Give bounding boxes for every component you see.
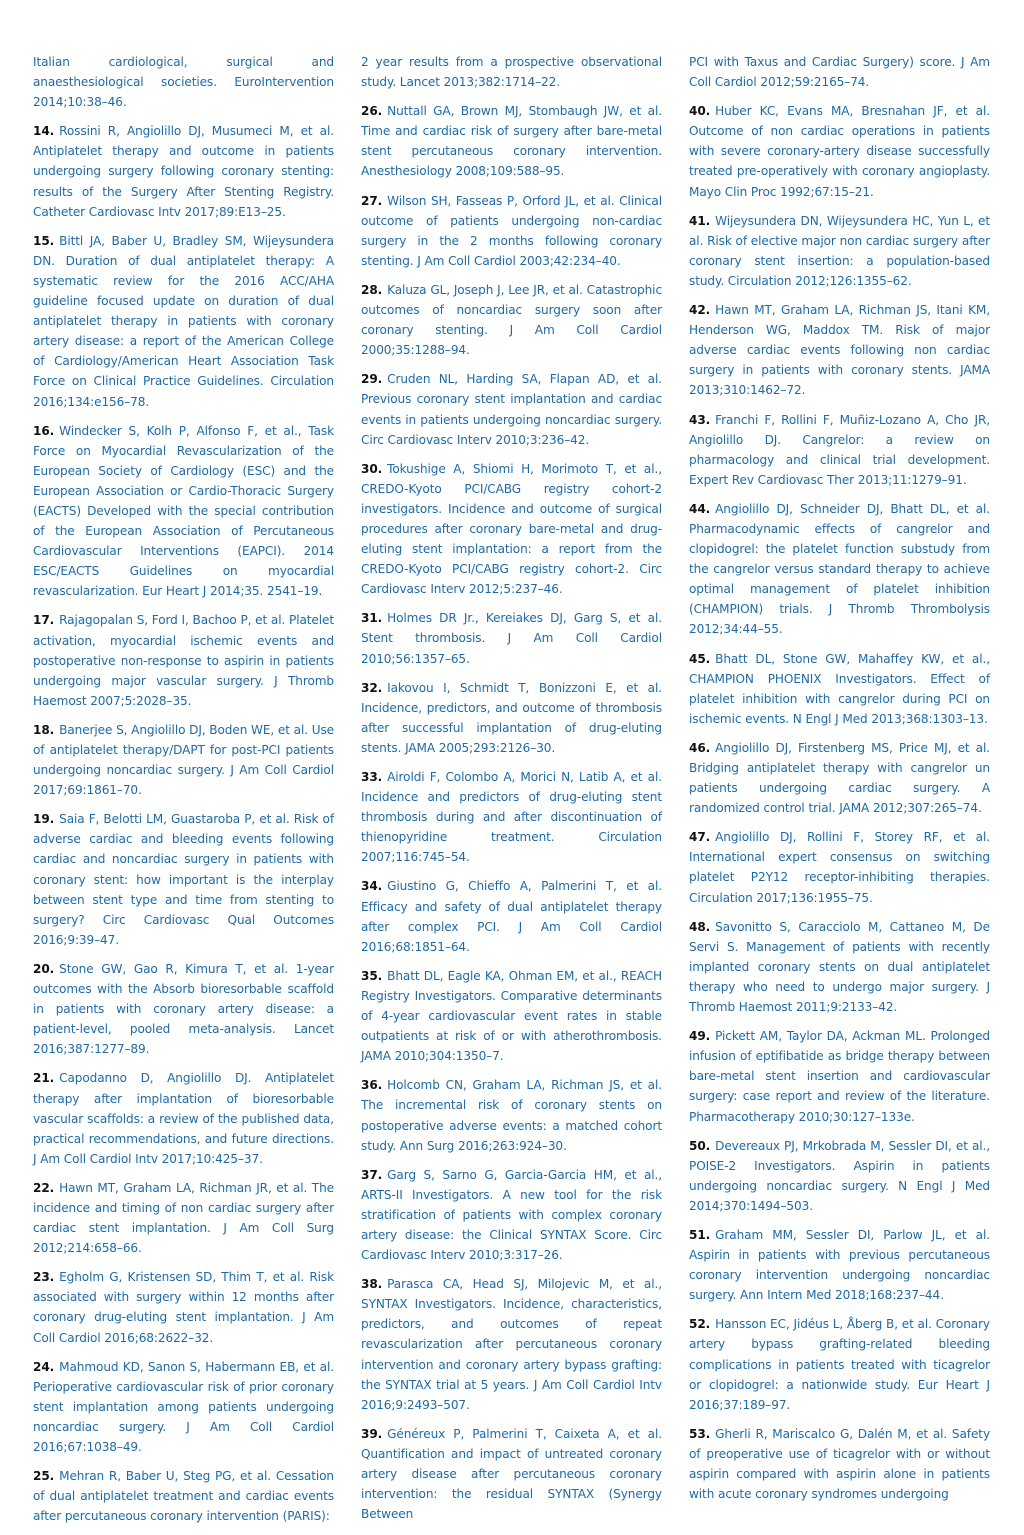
reference-text[interactable]: Airoldi F, Colombo A, Morici N, Latib A, et al. Incidence and predictors of drug-eluting stent thrombosis during and after discontinuation of thienopyridine treatment. Circulation 2007;116:745–54. (361, 770, 662, 865)
reference-entry[interactable] (33, 421, 334, 602)
reference-text[interactable]: Rossini R, Angiolillo DJ, Musumeci M, et al. Antiplatelet therapy and outcome in patients undergoing surgery following coronary stenting: results of the Surgery After Stenting Registry. Catheter Cardiovasc Intv 2017;89:E13–25. (33, 124, 334, 219)
reference-number: 50. (689, 1138, 711, 1153)
reference-text[interactable]: Tokushige A, Shiomi H, Morimoto T, et al., CREDO-Kyoto PCI/CABG registry cohort-2 investigators. Incidence and outcome of surgical procedures after coronary bare-metal and drug-eluting stent implantation: a report from the CREDO-Kyoto PCI/CABG registry cohort-2. Circ Cardiovasc Interv 2012;5:237–46. (361, 461, 662, 597)
reference-text[interactable]: Hansson EC, Jidéus L, Åberg B, et al. Coronary artery bypass grafting-related bleeding complications in patients treated with ticagrelor or clopidogrel: a nationwide study. Eur Heart J 2016;37:189–97. (689, 1317, 990, 1412)
reference-number: 25. (33, 1469, 55, 1484)
reference-entry[interactable] (33, 1178, 334, 1258)
reference-number: 44. (689, 501, 711, 516)
reference-text[interactable]: Mehran R, Baber U, Steg PG, et al. Cessation of dual antiplatelet treatment and cardiac events after percutaneous coronary intervention (PARIS): (33, 1469, 334, 1524)
reference-text[interactable]: Généreux P, Palmerini T, Caixeta A, et al. Quantification and impact of untreated coronary artery disease after percutaneous coronary intervention: the residual SYNTAX (Synergy Between (361, 1426, 662, 1522)
reference-number: 31. (361, 611, 383, 626)
reference-entry[interactable] (361, 1075, 662, 1155)
reference-number: 26. (361, 104, 383, 119)
reference-number: 53. (689, 1426, 711, 1441)
reference-text[interactable]: Angiolillo DJ, Schneider DJ, Bhatt DL, et al. Pharmacodynamic effects of cangrelor and clopidogrel: the platelet function substudy from the cangrelor versus standard therapy to achieve optimal management of platelet inhibition (CHAMPION) trials. J Thromb Thrombolysis 2012;34:44–55. (689, 501, 990, 637)
reference-entry[interactable] (689, 101, 990, 201)
reference-entry[interactable] (361, 280, 662, 360)
reference-number: 28. (361, 282, 383, 297)
reference-column-2 (361, 52, 662, 1535)
reference-text[interactable]: Graham MM, Sessler DI, Parlow JL, et al. Aspirin in patients with previous percutaneous coronary intervention undergoing noncardiac surgery. Ann Intern Med 2018;168:237–44. (689, 1227, 990, 1303)
reference-text[interactable]: Pickett AM, Taylor DA, Ackman ML. Prolonged infusion of eptifibatide as bridge therapy between bare-metal stent insertion and cardiovascular surgery: case report and review of the literature. Pharmacotherapy 2010;30:127–133e. (689, 1029, 990, 1124)
reference-number: 15. (33, 233, 55, 248)
reference-entry[interactable] (33, 231, 334, 412)
reference-text[interactable]: Bittl JA, Baber U, Bradley SM, Wijeysundera DN. Duration of dual antiplatelet therapy: A systematic review for the 2016 ACC/AHA guideline focused update on duration of dual antiplatelet therapy in patients with coronary artery disease: a report of the American College of Cardiology/American Heart Association Task Force on Clinical Practice Guidelines. Circulation 2016;134:e156–78. (33, 233, 334, 409)
reference-text[interactable]: Holcomb CN, Graham LA, Richman JS, et al. The incremental risk of coronary stents on postoperative adverse events: a matched cohort study. Ann Surg 2016;263:924–30. (361, 1078, 662, 1153)
reference-number: 34. (361, 879, 383, 894)
reference-number: 22. (33, 1180, 55, 1195)
reference-text[interactable]: Saia F, Belotti LM, Guastaroba P, et al. Risk of adverse cardiac and bleeding events following cardiac and noncardiac surgery in patients with coronary stent: how important is the interplay between stent type and time from stenting to surgery? Circ Cardiovasc Qual Outcomes 2016;9:39–47. (33, 812, 334, 947)
reference-number: 43. (689, 412, 711, 427)
reference-entry[interactable] (361, 1274, 662, 1415)
reference-text[interactable]: Italian cardiological, surgical and anaesthesiological societies. EuroIntervention 2014;10:38–46. (33, 55, 334, 110)
reference-entry[interactable] (689, 649, 990, 729)
reference-number: 21. (33, 1071, 55, 1086)
reference-number: 49. (689, 1029, 711, 1044)
reference-entry[interactable] (361, 1165, 662, 1265)
reference-entry[interactable] (361, 369, 662, 449)
reference-text[interactable]: Garg S, Sarno G, Garcia-Garcia HM, et al., ARTS-II Investigators. A new tool for the risk stratification of patients with complex coronary artery disease: the Clinical SYNTAX Score. Circ Cardiovasc Interv 2010;3:317–26. (361, 1167, 662, 1263)
reference-number: 39. (361, 1426, 383, 1441)
reference-number: 48. (689, 919, 711, 934)
reference-text[interactable]: Banerjee S, Angiolillo DJ, Boden WE, et al. Use of antiplatelet therapy/DAPT for post-PCI patients undergoing noncardiac surgery. J Am Coll Cardiol 2017;69:1861–70. (33, 722, 334, 798)
reference-text[interactable]: 2 year results from a prospective observational study. Lancet 2013;382:1714–22. (361, 55, 662, 90)
reference-entry[interactable] (689, 300, 990, 400)
reference-text[interactable]: PCI with Taxus and Cardiac Surgery) score. J Am Coll Cardiol 2012;59:2165–74. (689, 55, 990, 90)
reference-text[interactable]: Gherli R, Mariscalco G, Dalén M, et al. Safety of preoperative use of ticagrelor with or without aspirin compared with aspirin alone in patients with acute coronary syndromes undergoing (689, 1426, 990, 1502)
reference-text[interactable]: Huber KC, Evans MA, Bresnahan JF, et al. Outcome of non cardiac operations in patients with severe coronary-artery disease successfully treated pre-operatively with coronary angioplasty. Mayo Clin Proc 1992;67:15–21. (689, 104, 990, 199)
reference-number: 46. (689, 740, 711, 755)
reference-text[interactable]: Wilson SH, Fasseas P, Orford JL, et al. Clinical outcome of patients undergoing non-cardiac surgery in the 2 months following coronary stenting. J Am Coll Cardiol 2003;42:234–40. (361, 193, 662, 268)
reference-entry[interactable] (361, 459, 662, 600)
reference-number: 35. (361, 968, 383, 983)
reference-text[interactable]: Hawn MT, Graham LA, Richman JR, et al. The incidence and timing of non cardiac surgery after cardiac stent implantation. J Am Coll Surg 2012;214:658–66. (33, 1180, 334, 1256)
reference-text[interactable]: Rajagopalan S, Ford I, Bachoo P, et al. Platelet activation, myocardial ischemic events and postoperative non-response to aspirin in patients undergoing major vascular surgery. J Thromb Haemost 2007;5:2028–35. (33, 613, 334, 708)
reference-entry[interactable] (33, 1267, 334, 1347)
reference-number: 41. (689, 213, 711, 228)
reference-number: 32. (361, 680, 383, 695)
reference-entry[interactable] (361, 767, 662, 867)
reference-text[interactable]: Capodanno D, Angiolillo DJ. Antiplatelet therapy after implantation of bioresorbable vascular scaffolds: a review of the published data, practical recommendations, and future directions. J Am Coll Cardiol Intv 2017;10:425–37. (33, 1071, 334, 1166)
reference-entry[interactable] (361, 966, 662, 1066)
reference-text[interactable]: Bhatt DL, Eagle KA, Ohman EM, et al., REACH Registry Investigators. Comparative determinants of 4-year cardiovascular event rates in stable outpatients at risk of or with atherothrombosis. JAMA 2010;304:1350–7. (361, 968, 662, 1064)
reference-entry[interactable] (33, 1466, 334, 1526)
reference-entry[interactable] (33, 121, 334, 221)
reference-number: 33. (361, 770, 383, 784)
reference-text[interactable]: Nuttall GA, Brown MJ, Stombaugh JW, et al. Time and cardiac risk of surgery after bare-metal stent percutaneous coronary intervention. Anesthesiology 2008;109:588–95. (361, 104, 662, 179)
reference-entry[interactable] (33, 720, 334, 800)
reference-number: 42. (689, 303, 711, 318)
reference-number: 14. (33, 124, 55, 139)
reference-entry[interactable] (689, 1424, 990, 1504)
reference-entry[interactable] (689, 917, 990, 1017)
reference-text[interactable]: Egholm G, Kristensen SD, Thim T, et al. Risk associated with surgery within 12 months after coronary drug-eluting stent implantation. J Am Coll Cardiol 2016;68:2622–32. (33, 1270, 334, 1345)
reference-number: 38. (361, 1277, 383, 1292)
reference-entry[interactable] (689, 1225, 990, 1305)
reference-text[interactable]: Angiolillo DJ, Rollini F, Storey RF, et al. International expert consensus on switching platelet P2Y12 receptor-inhibiting therapies. Circulation 2017;136:1955–75. (689, 830, 990, 905)
reference-number: 47. (689, 830, 711, 845)
reference-entry[interactable] (33, 1357, 334, 1457)
reference-entry[interactable] (689, 1026, 990, 1126)
reference-text[interactable]: Cruden NL, Harding SA, Flapan AD, et al. Previous coronary stent implantation and cardiac events in patients undergoing noncardiac surgery. Circ Cardiovasc Interv 2010;3:236–42. (361, 372, 662, 447)
reference-entry[interactable] (361, 52, 662, 92)
reference-number: 52. (689, 1317, 711, 1332)
reference-number: 18. (33, 722, 55, 737)
reference-entry[interactable] (361, 1424, 662, 1524)
reference-entry[interactable] (33, 959, 334, 1059)
reference-number: 27. (361, 193, 383, 208)
reference-text[interactable]: Savonitto S, Caracciolo M, Cattaneo M, De Servi S. Management of patients with recently implanted coronary stents on dual antiplatelet therapy who need to undergo major surgery. J Thromb Haemost 2011;9:2133–42. (689, 919, 990, 1015)
reference-number: 23. (33, 1270, 55, 1285)
reference-number: 19. (33, 812, 55, 827)
reference-column-1 (33, 52, 334, 1535)
reference-text[interactable]: Devereaux PJ, Mrkobrada M, Sessler DI, et al., POISE-2 Investigators. Aspirin in patients undergoing noncardiac surgery. N Engl J Med 2014;370:1494–503. (689, 1138, 990, 1213)
reference-number: 45. (689, 651, 711, 666)
reference-text[interactable]: Bhatt DL, Stone GW, Mahaffey KW, et al., CHAMPION PHOENIX Investigators. Effect of platelet inhibition with cangrelor during PCI on ischemic events. N Engl J Med 2013;368:1303–13. (689, 651, 990, 726)
reference-entry[interactable] (689, 738, 990, 818)
reference-text[interactable]: Franchi F, Rollini F, Muñiz-Lozano A, Cho JR, Angiolillo DJ. Cangrelor: a review on pharmacology and clinical trial development. Expert Rev Cardiovasc Ther 2013;11:1279–91. (689, 412, 990, 487)
reference-entry[interactable] (33, 1068, 334, 1168)
reference-text[interactable]: Stone GW, Gao R, Kimura T, et al. 1-year outcomes with the Absorb bioresorbable scaffold in patients with coronary artery disease: a patient-level, pooled meta-analysis. Lancet 2016;387:1277–89. (33, 961, 334, 1057)
reference-number: 16. (33, 423, 55, 438)
reference-number: 24. (33, 1359, 55, 1374)
reference-entry[interactable] (689, 827, 990, 907)
reference-entry[interactable] (689, 499, 990, 640)
reference-number: 29. (361, 372, 383, 387)
reference-entry[interactable] (689, 52, 990, 92)
reference-text[interactable]: Iakovou I, Schmidt T, Bonizzoni E, et al. Incidence, predictors, and outcome of thrombosis after successful implantation of drug-eluting stents. JAMA 2005;293:2126–30. (361, 680, 662, 755)
reference-number: 40. (689, 104, 711, 119)
reference-text[interactable]: Wijeysundera DN, Wijeysundera HC, Yun L, et al. Risk of elective major non cardiac surgery after coronary stent insertion: a population-based study. Circulation 2012;126:1355–62. (689, 213, 990, 288)
reference-number: 30. (361, 461, 383, 476)
reference-entry[interactable] (689, 1136, 990, 1216)
reference-entry[interactable] (33, 809, 334, 950)
reference-text[interactable]: Kaluza GL, Joseph J, Lee JR, et al. Catastrophic outcomes of noncardiac surgery soon after coronary stenting. J Am Coll Cardiol 2000;35:1288–94. (361, 282, 662, 358)
reference-text[interactable]: Windecker S, Kolh P, Alfonso F, et al., Task Force on Myocardial Revascularization of the European Society of Cardiology (ESC) and the European Association or Cardio-Thoracic Surgery (EACTS) Developed with the special contribution of the European Association of Percutaneous Cardiovascular Interventions (EAPCI). 2014 ESC/EACTS Guidelines on myocardial revascularization. Eur Heart J 2014;35. 2541–19. (33, 423, 334, 599)
reference-text[interactable]: Giustino G, Chieffo A, Palmerini T, et al. Efficacy and safety of dual antiplatelet therapy after complex PCI. J Am Coll Cardiol 2016;68:1851–64. (361, 879, 662, 954)
reference-text[interactable]: Holmes DR Jr., Kereiakes DJ, Garg S, et al. Stent thrombosis. J Am Coll Cardiol 2010;56:1357–65. (361, 611, 662, 666)
reference-entry[interactable] (33, 52, 334, 112)
reference-entry[interactable] (361, 101, 662, 181)
reference-text[interactable]: Parasca CA, Head SJ, Milojevic M, et al., SYNTAX Investigators. Incidence, characteristics, predictors, and outcomes of repeat revascularization after percutaneous coronary intervention and coronary artery bypass grafting: the SYNTAX trial at 5 years. J Am Coll Cardiol Intv 2016;9:2493–507. (361, 1277, 662, 1412)
reference-number: 36. (361, 1078, 383, 1093)
reference-text[interactable]: Mahmoud KD, Sanon S, Habermann EB, et al. Perioperative cardiovascular risk of prior coronary stent implantation among patients undergoing noncardiac surgery. J Am Coll Cardiol 2016;67:1038–49. (33, 1359, 334, 1454)
reference-number: 37. (361, 1167, 383, 1182)
reference-entry[interactable] (689, 211, 990, 291)
reference-number: 17. (33, 613, 55, 628)
reference-entry[interactable] (361, 608, 662, 668)
reference-entry[interactable] (361, 678, 662, 758)
reference-entry[interactable] (361, 876, 662, 956)
reference-entry[interactable] (33, 610, 334, 710)
reference-text[interactable]: Angiolillo DJ, Firstenberg MS, Price MJ, et al. Bridging antiplatelet therapy with cangrelor un patients undergoing cardiac surgery. A randomized control trial. JAMA 2012;307:265–74. (689, 740, 990, 816)
reference-text[interactable]: Hawn MT, Graham LA, Richman JS, Itani KM, Henderson WG, Maddox TM. Risk of major adverse cardiac events following non cardiac surgery in patients with coronary stents. JAMA 2013;310:1462–72. (689, 303, 990, 398)
reference-number: 51. (689, 1227, 711, 1242)
reference-column-3 (689, 52, 990, 1535)
reference-entry[interactable] (361, 191, 662, 271)
reference-list (33, 52, 990, 1535)
reference-entry[interactable] (689, 1314, 990, 1414)
reference-entry[interactable] (689, 410, 990, 490)
reference-number: 20. (33, 961, 55, 976)
